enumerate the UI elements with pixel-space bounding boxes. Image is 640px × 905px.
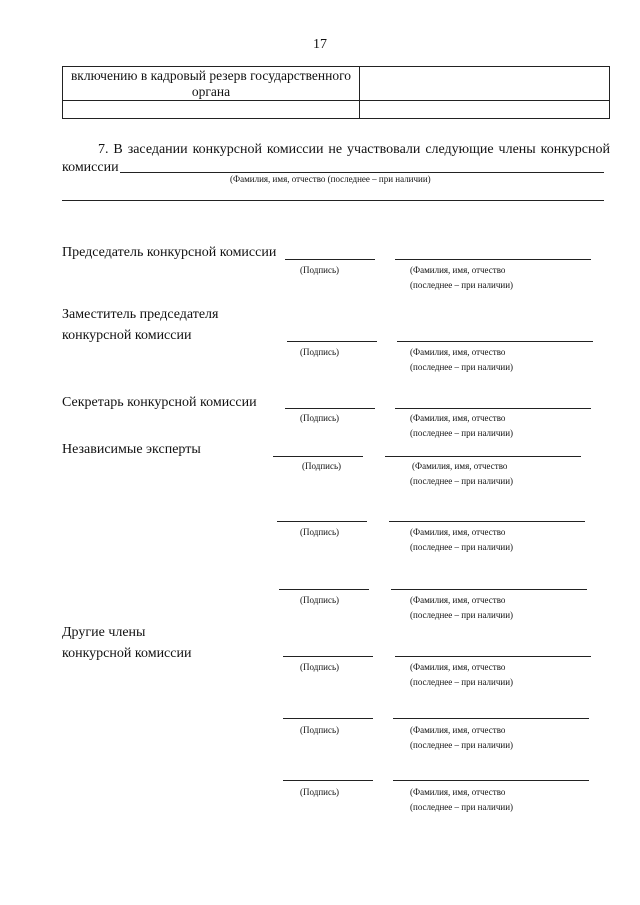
name-caption-2: (последнее – при наличии) (410, 610, 514, 620)
deputy-label-2: конкурсной комиссии (62, 328, 192, 343)
item7-line1: 7. В заседании конкурсной комиссии не участвовали следующие члены конкурсной (98, 142, 610, 157)
item7-caption: (Фамилия, имя, отчество (последнее – при наличии) (230, 174, 431, 184)
signature-caption: (Подпись) (300, 787, 340, 797)
deputy-label-1: Заместитель председателя (62, 307, 219, 322)
table-cell: включению в кадровый резерв государственного органа (63, 67, 360, 101)
name-caption-2: (последнее – при наличии) (410, 362, 514, 372)
signature-caption: (Подпись) (300, 413, 340, 423)
other3-name-line (393, 780, 589, 781)
name-caption-2: (последнее – при наличии) (410, 280, 514, 290)
other2-signature-line (283, 718, 373, 719)
signature-caption: (Подпись) (300, 725, 340, 735)
name-caption-2: (последнее – при наличии) (410, 476, 514, 486)
signature-caption: (Подпись) (300, 662, 340, 672)
results-table (62, 66, 610, 119)
secretary-label: Секретарь конкурсной комиссии (62, 395, 257, 410)
name-caption-2: (последнее – при наличии) (410, 802, 514, 812)
expert2-signature-line (277, 521, 367, 522)
item7-line2: комиссии (62, 160, 119, 175)
name-caption-1: (Фамилия, имя, отчество (410, 595, 506, 605)
name-caption-1: (Фамилия, имя, отчество (412, 461, 508, 471)
name-caption-1: (Фамилия, имя, отчество (410, 725, 506, 735)
experts-label: Независимые эксперты (62, 442, 201, 457)
chair-name-line (395, 259, 591, 260)
other3-signature-line (283, 780, 373, 781)
name-caption-2: (последнее – при наличии) (410, 428, 514, 438)
name-caption-2: (последнее – при наличии) (410, 677, 514, 687)
other1-signature-line (283, 656, 373, 657)
others-label-1: Другие члены (62, 625, 146, 640)
expert1-name-line (385, 456, 581, 457)
name-caption-2: (последнее – при наличии) (410, 740, 514, 750)
name-caption-1: (Фамилия, имя, отчество (410, 527, 506, 537)
other1-name-line (395, 656, 591, 657)
signature-caption: (Подпись) (300, 595, 340, 605)
secretary-signature-line (285, 408, 375, 409)
name-caption-1: (Фамилия, имя, отчество (410, 347, 506, 357)
secretary-name-line (395, 408, 591, 409)
expert1-signature-line (273, 456, 363, 457)
table-cell (360, 101, 610, 119)
signature-caption: (Подпись) (300, 527, 340, 537)
absent-members-line-2 (62, 200, 604, 201)
name-caption-2: (последнее – при наличии) (410, 542, 514, 552)
deputy-name-line (397, 341, 593, 342)
expert3-name-line (391, 589, 587, 590)
name-caption-1: (Фамилия, имя, отчество (410, 787, 506, 797)
name-caption-1: (Фамилия, имя, отчество (410, 662, 506, 672)
chair-label: Председатель конкурсной комиссии (62, 245, 277, 260)
name-caption-1: (Фамилия, имя, отчество (410, 413, 506, 423)
others-label-2: конкурсной комиссии (62, 646, 192, 661)
signature-caption: (Подпись) (300, 265, 340, 275)
signature-caption: (Подпись) (300, 347, 340, 357)
deputy-signature-line (287, 341, 377, 342)
signature-caption: (Подпись) (302, 461, 342, 471)
table-row (63, 101, 610, 119)
name-caption-1: (Фамилия, имя, отчество (410, 265, 506, 275)
chair-signature-line (285, 259, 375, 260)
table-cell (63, 101, 360, 119)
table-cell (360, 67, 610, 101)
table-row (63, 67, 610, 101)
page-number: 17 (313, 37, 327, 52)
expert2-name-line (389, 521, 585, 522)
expert3-signature-line (279, 589, 369, 590)
other2-name-line (393, 718, 589, 719)
